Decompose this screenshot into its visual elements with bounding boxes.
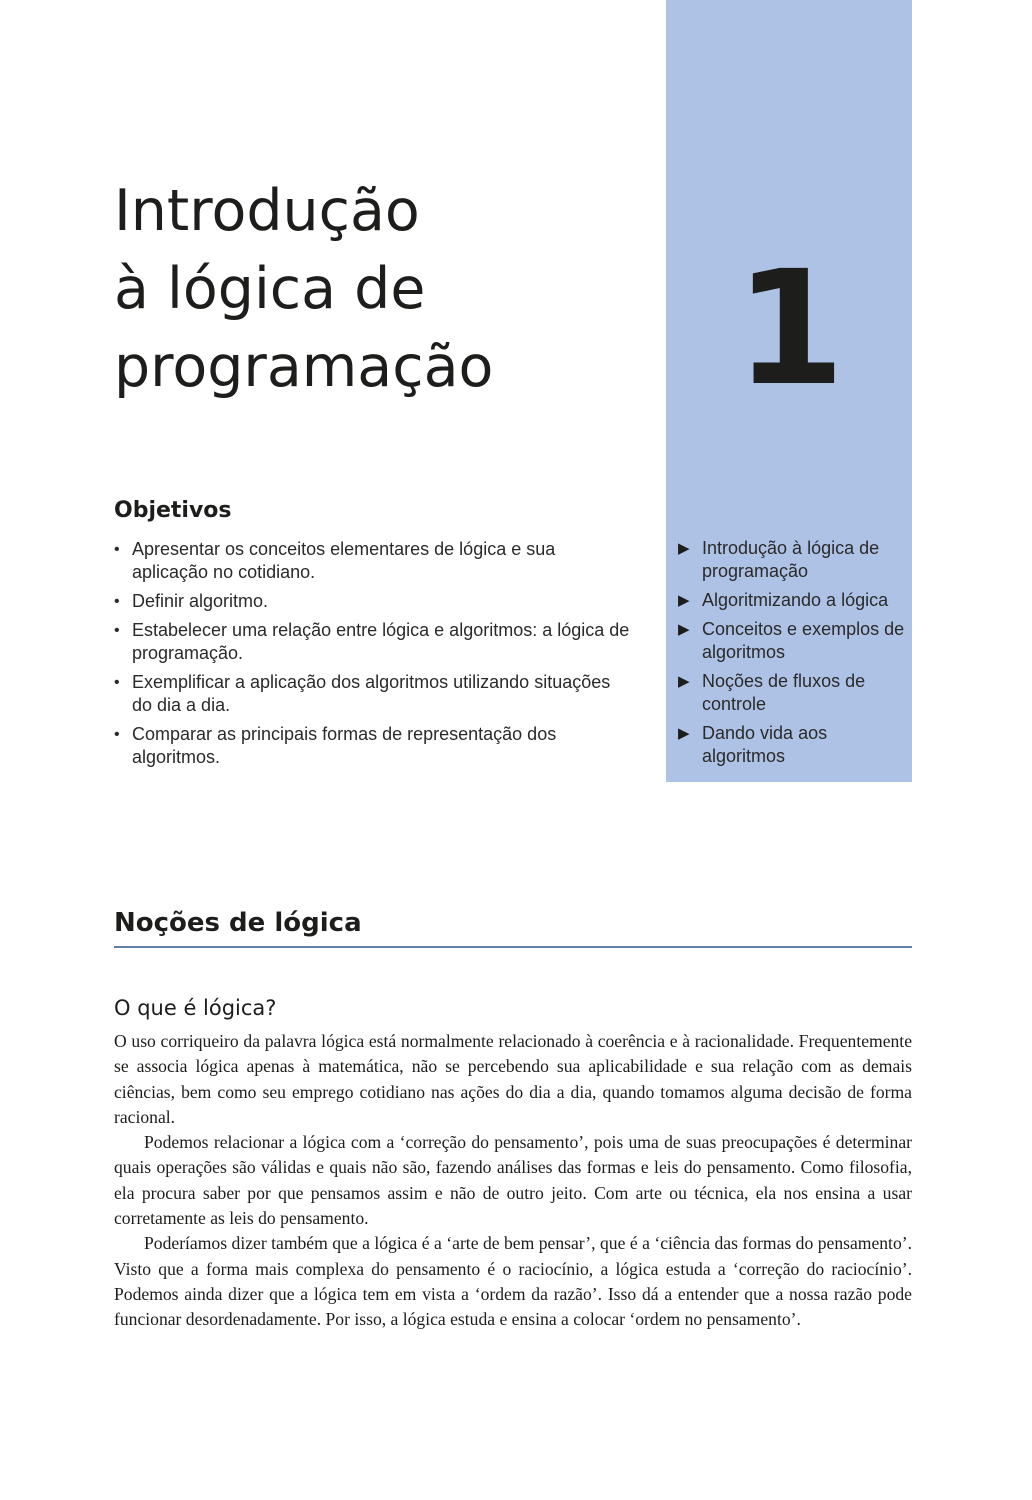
objectives-heading: Objetivos: [114, 498, 232, 523]
chapter-title-line: Introdução: [114, 178, 420, 244]
subsection-heading: O que é lógica?: [114, 996, 277, 1020]
objective-text: Definir algoritmo.: [132, 591, 269, 611]
triangle-right-icon: ▶: [678, 673, 690, 690]
contents-item-label: Dando vida aos algoritmos: [702, 723, 828, 766]
objective-text: Exemplificar a aplicação dos algoritmos utilizando situações do dia a dia.: [132, 672, 611, 715]
contents-item: [678, 537, 908, 583]
triangle-right-icon: ▶: [678, 540, 690, 557]
objective-text: Estabelecer uma relação entre lógica e algoritmos: a lógica de programação.: [132, 620, 630, 663]
contents-item: [678, 670, 908, 716]
objectives-list: [114, 538, 634, 769]
objective-item: [114, 723, 634, 769]
body-text: [114, 1029, 912, 1333]
contents-item-label: Noções de fluxos de controle: [702, 671, 866, 714]
bullet-icon: •: [114, 674, 120, 691]
bullet-icon: •: [114, 593, 120, 610]
contents-item: [678, 618, 908, 664]
triangle-right-icon: ▶: [678, 621, 690, 638]
contents-item: [678, 589, 908, 612]
objectives-block: [114, 496, 634, 775]
objective-item: [114, 538, 634, 584]
contents-item-label: Introdução à lógica de programação: [702, 538, 880, 581]
objective-item: [114, 671, 634, 717]
chapter-contents: [678, 537, 908, 774]
section-heading: Noções de lógica: [114, 906, 912, 948]
chapter-title-line: programação: [114, 334, 494, 400]
objective-item: [114, 619, 634, 665]
objective-text: Comparar as principais formas de representação dos algoritmos.: [132, 724, 557, 767]
triangle-right-icon: ▶: [678, 592, 690, 609]
paragraph: Poderíamos dizer também que a lógica é a ‘arte de bem pensar’, que é a ‘ciência das formas do pensamento’. Visto que a forma mais complexa do pensamento é o raciocínio, a lógica estuda a ‘correção do raciocínio’. Podemos ainda dizer que a lógica tem em vista a ‘ordem da razão’. Isso dá a entender que a nossa razão pode funcionar desordenadamente. Por isso, a lógica estuda e ensina a colocar ‘ordem no pensamento’.: [114, 1233, 912, 1330]
contents-list: [678, 537, 908, 768]
paragraph: O uso corriqueiro da palavra lógica está normalmente relacionado à coerência e à racionalidade. Frequentemente se associa lógica apenas à matemática, não se percebendo sua aplicabilidade e sua relação com as demais ciências, bem como seu emprego cotidiano nas ações do dia a dia, quando tomamos alguma decisão de forma racional.: [114, 1031, 912, 1127]
chapter-title: [114, 172, 654, 406]
objective-item: [114, 590, 634, 613]
contents-item: [678, 722, 908, 768]
bullet-icon: •: [114, 541, 120, 558]
objective-text: Apresentar os conceitos elementares de lógica e sua aplicação no cotidiano.: [132, 539, 556, 582]
chapter-title-line: à lógica de: [114, 256, 426, 322]
paragraph: Podemos relacionar a lógica com a ‘correção do pensamento’, pois uma de suas preocupações é determinar quais operações são válidas e quais não são, fazendo análises das formas e leis do pensamento. Como filosofia, ela procura saber por que pensamos assim e não de outro jeito. Com arte ou técnica, ela nos ensina a usar corretamente as leis do pensamento.: [114, 1132, 912, 1229]
chapter-number: 1: [735, 237, 843, 421]
contents-item-label: Algoritmizando a lógica: [702, 590, 889, 610]
triangle-right-icon: ▶: [678, 725, 690, 742]
bullet-icon: •: [114, 726, 120, 743]
contents-item-label: Conceitos e exemplos de algoritmos: [702, 619, 905, 662]
bullet-icon: •: [114, 622, 120, 639]
